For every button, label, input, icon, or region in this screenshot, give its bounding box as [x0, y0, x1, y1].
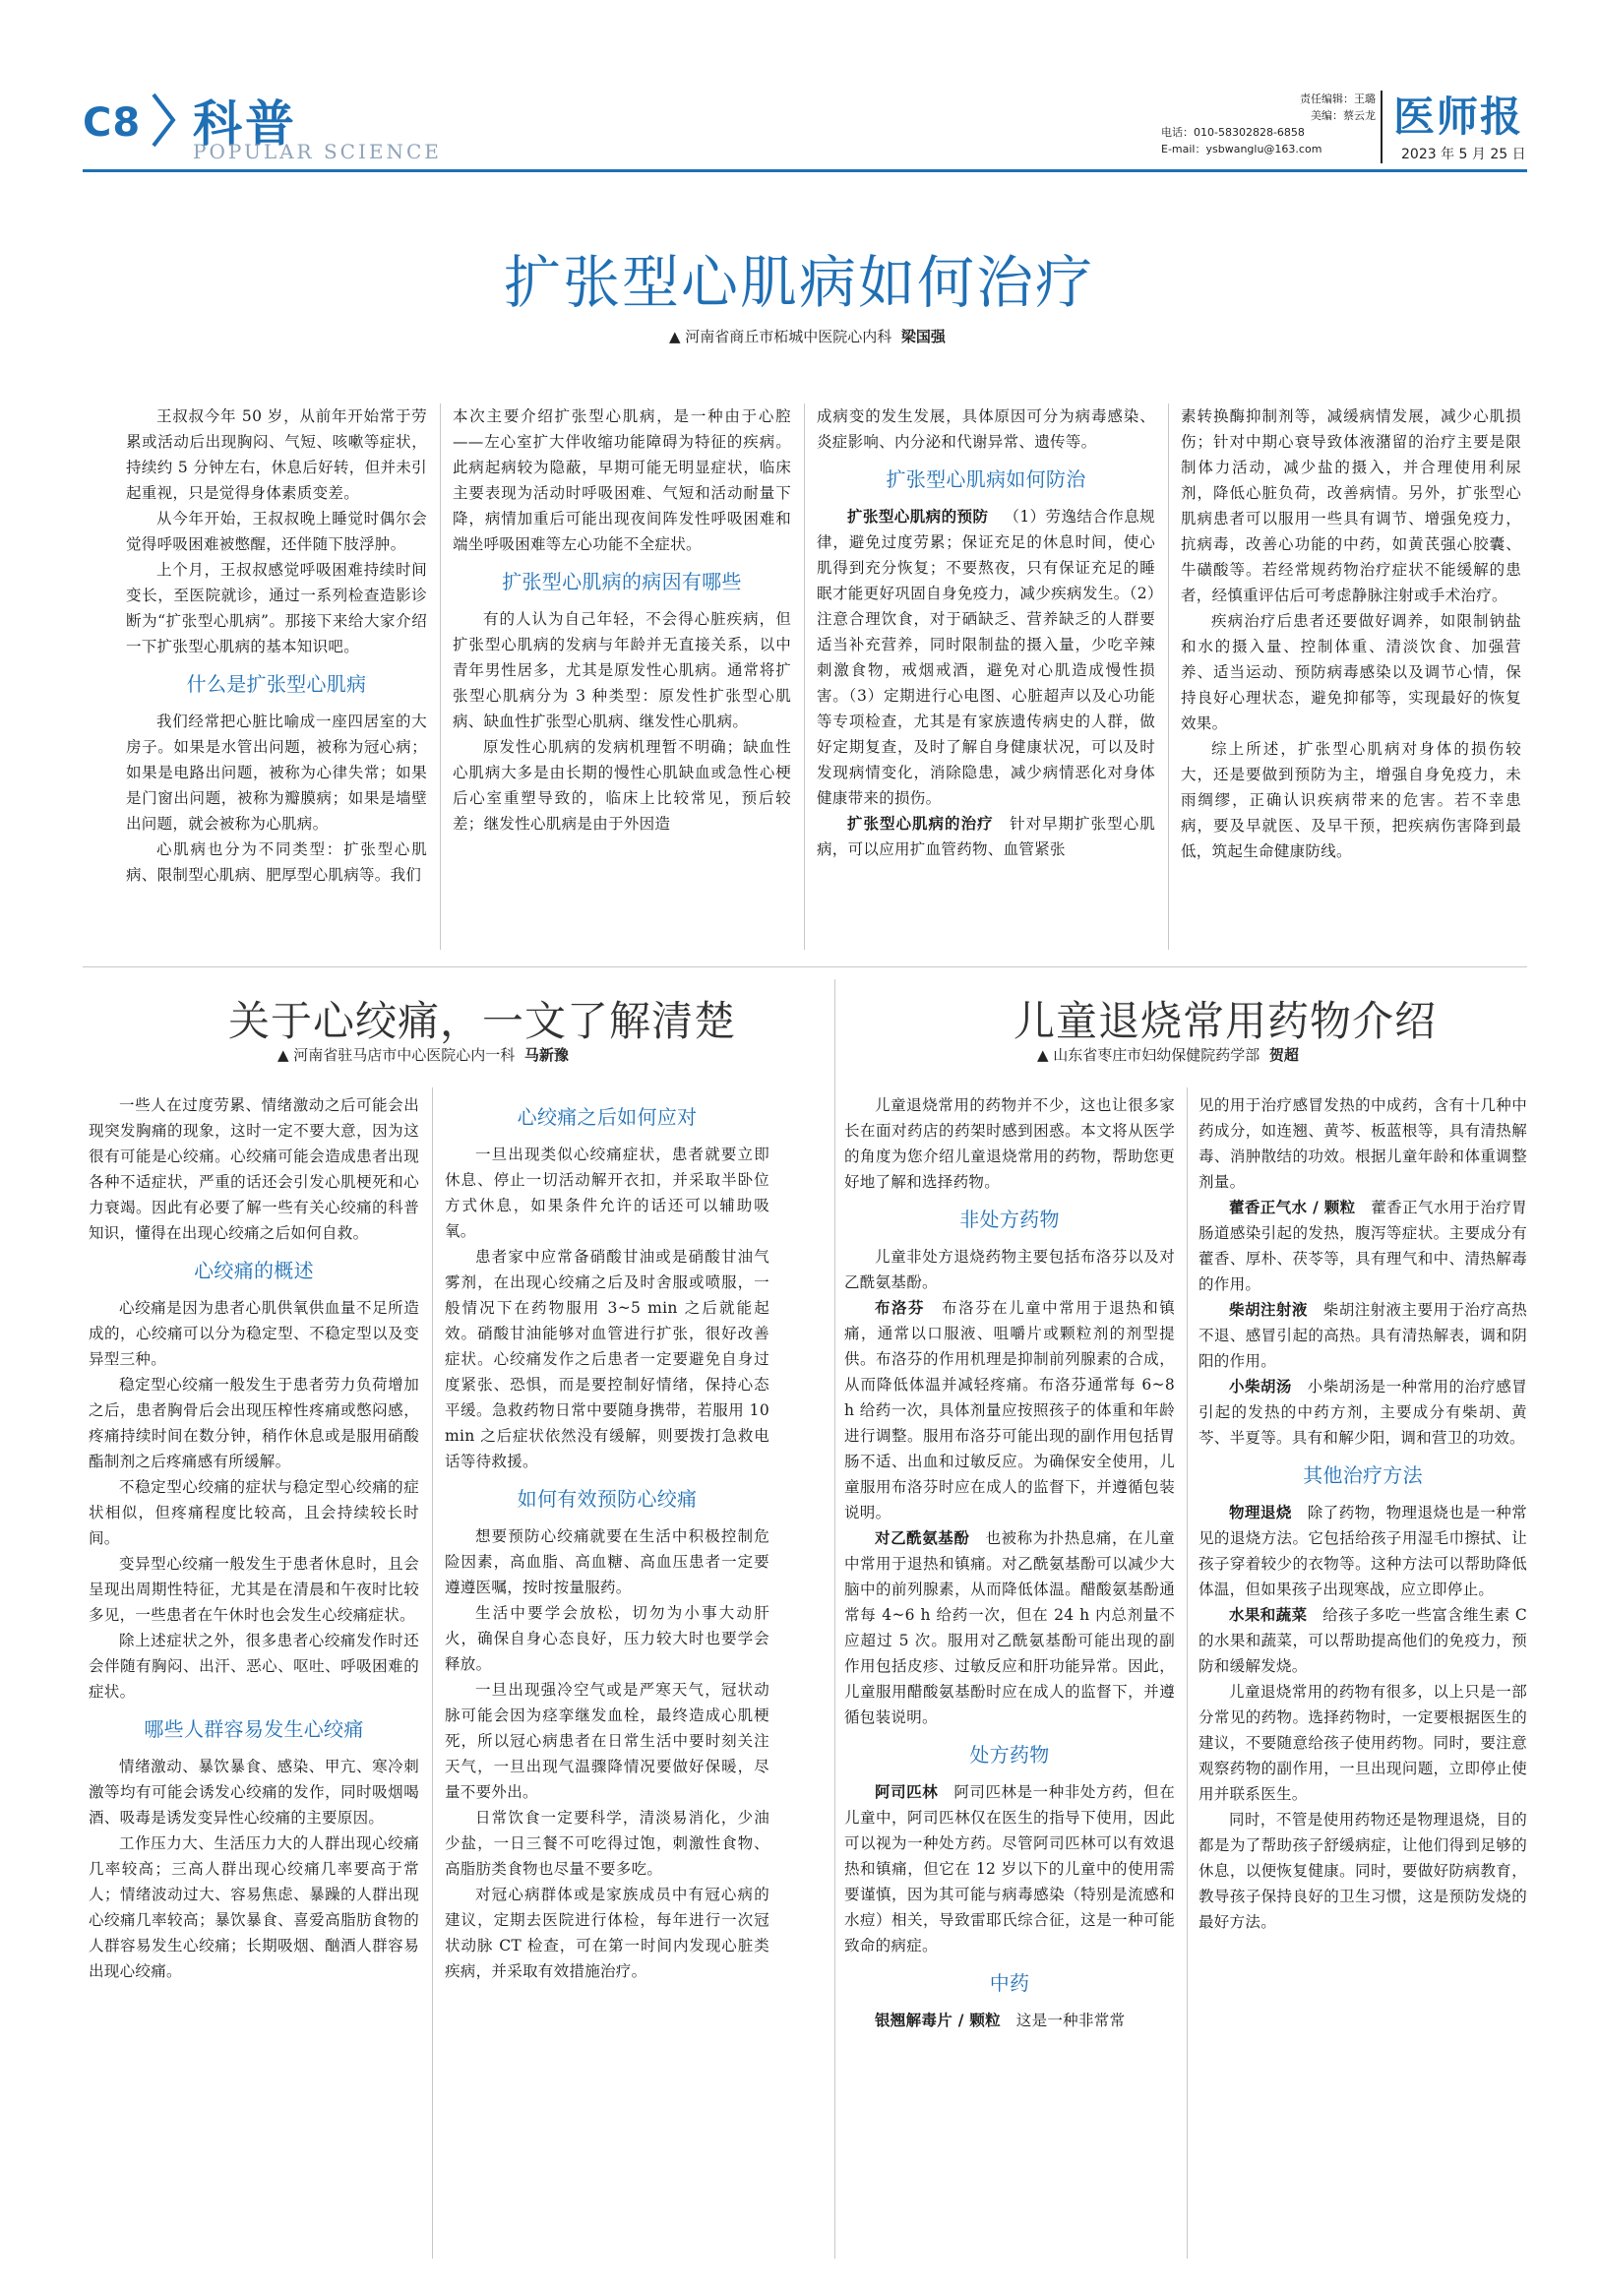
paragraph-lead: 对乙酰氨基酚	[875, 1528, 970, 1547]
article2-title: 关于心绞痛，一文了解清楚	[228, 997, 737, 1045]
column-divider	[440, 403, 441, 950]
paragraph: 见的用于治疗感冒发热的中成药，含有十几种中药成分，如连翘、黄芩、板蓝根等，具有清热解毒、消肿散结的功效。根据儿童年龄和体重调整剂量。	[1198, 1096, 1527, 1191]
section-name: 科普	[193, 95, 297, 153]
article3-byline	[1037, 1044, 1299, 1065]
column-divider	[432, 1087, 433, 2259]
paragraph: 疾病治疗后患者还要做好调养，如限制钠盐和水的摄入量、控制体重、清淡饮食、加强营养、适当运动、预防病毒感染以及调节心情，保持良好心理状态，避免抑郁等，实现最好的恢复效果。	[1181, 612, 1521, 732]
paragraph: 同时，不管是使用药物还是物理退烧，目的都是为了帮助孩子舒缓病症，让他们得到足够的休息，以便恢复健康。同时，要做好防病教育，教导孩子保持良好的卫生习惯，这是预防发烧的最好方法。	[1198, 1811, 1527, 1931]
byline-org: ▲ 山东省枣庄市妇幼保健院药学部	[1037, 1046, 1260, 1064]
byline-org: ▲ 河南省驻马店市中心医院心内一科	[277, 1046, 516, 1064]
paragraph: 本次主要介绍扩张型心肌病，是一种由于心腔——左心室扩大伴收缩功能障碍为特征的疾病。此病起病较为隐蔽，早期可能无明显症状，临床主要表现为活动时呼吸困难、气短和活动耐量下降，病情加重后可能出现夜间阵发性呼吸困难和端坐呼吸困难等左心功能不全症状。	[453, 407, 791, 553]
paragraph-text: 阿司匹林是一种非处方药，但在儿童中，阿司匹林仅在医生的指导下使用，因此可以视为一种处方药。尽管阿司匹林可以有效退热和镇痛，但它在 12 岁以下的儿童中的使用需要谨慎，因为其可能与病毒感染（特别是流感和水痘）相关，导致雷耶氏综合征，这是一种可能致命的病症。	[844, 1783, 1175, 1955]
paragraph-lead: 物理退烧	[1229, 1503, 1292, 1521]
article1-column-4	[1181, 403, 1521, 864]
paragraph	[817, 811, 1155, 862]
paragraph	[817, 504, 1155, 811]
page-number: C8	[83, 100, 142, 146]
editor: 责任编辑：王璐	[1300, 93, 1376, 105]
section-heading: 其他治疗方法	[1303, 1463, 1423, 1487]
paragraph	[1198, 1602, 1527, 1679]
paragraph: 一些人在过度劳累、情绪激动之后可能会出现突发胸痛的现象，这时一定不要大意，因为这很有可能是心绞痛。心绞痛可能会造成患者出现各种不适症状，严重的话还会引发心肌梗死和心力衰竭。因此有必要了解一些有关心绞痛的科普知识，懂得在出现心绞痛之后如何自救。	[89, 1096, 419, 1242]
byline-author: 马新豫	[523, 1046, 569, 1064]
paragraph: 儿童退烧常用的药物并不少，这也让很多家长在面对药店的药架时感到困惑。本文将从医学的角度为您介绍儿童退烧常用的药物，帮助您更好地了解和选择药物。	[844, 1096, 1175, 1191]
paragraph: 心绞痛是因为患者心肌供氧供血量不足所造成的，心绞痛可以分为稳定型、不稳定型以及变异型三种。	[89, 1299, 419, 1368]
paragraph: 素转换酶抑制剂等，减缓病情发展，减少心肌损伤；针对中期心衰导致体液潴留的治疗主要是限制体力活动，减少盐的摄入，并合理使用利尿剂，降低心脏负荷，改善病情。另外，扩张型心肌病患者可以服用一些具有调节、增强免疫力，抗病毒，改善心功能的中药，如黄芪强心胶囊、牛磺酸等。若经常规药物治疗症状不能缓解的患者，经慎重评估后可考虑静脉注射或手术治疗。	[1181, 407, 1521, 604]
section-heading: 扩张型心肌病如何防治	[886, 467, 1086, 491]
article1-column-1	[126, 403, 427, 888]
column-divider	[1168, 403, 1169, 950]
paragraph-text: 也被称为扑热息痛，在儿童中常用于退热和镇痛。对乙酰氨基酚可以减少大脑中的前列腺素，从而降低体温。醋酸氨基酚通常每 4~6 h 给药一次，但在 24 h 内总剂量不应超过 5 次。服用对乙酰氨基酚可能出现的副作用包括皮疹、过敏反应和肝功能异常。因此，儿童服用醋酸氨基酚时应在成人的监督下，并遵循包装说明。	[844, 1529, 1175, 1726]
phone: 电话：010-58302828-6858	[1161, 126, 1305, 139]
paragraph: 王叔叔今年 50 岁，从前年开始常于劳累或活动后出现胸闷、气短、咳嗽等症状，持续约 5 分钟左右，休息后好转，但并未引起重视，只是觉得身体素质变差。	[126, 407, 427, 502]
email: E-mail：ysbwanglu@163.com	[1161, 143, 1322, 155]
paragraph	[844, 1295, 1175, 1525]
paragraph: 不稳定型心绞痛的症状与稳定型心绞痛的症状相似，但疼痛程度比较高，且会持续较长时间。	[89, 1478, 419, 1547]
masthead-logo: 医师报	[1393, 93, 1524, 141]
paragraph: 稳定型心绞痛一般发生于患者劳力负荷增加之后，患者胸骨后会出现压榨性疼痛或憋闷感，疼痛持续时间在数分钟，稍作休息或是服用硝酸酯制剂之后疼痛感有所缓解。	[89, 1376, 419, 1470]
designer: 美编：蔡云龙	[1311, 109, 1376, 122]
byline-org: ▲ 河南省商丘市柘城中医院心内科	[669, 328, 892, 345]
paragraph: 综上所述，扩张型心肌病对身体的损伤较大，还是要做到预防为主，增强自身免疫力，未雨绸缪，正确认识疾病带来的危害。若不幸患病，要及早就医、及早干预，把疾病伤害降到最低，筑起生命健康防线。	[1181, 740, 1521, 860]
paragraph-lead: 藿香正气水 / 颗粒	[1229, 1198, 1356, 1216]
paragraph: 想要预防心绞痛就要在生活中积极控制危险因素，高血脂、高血糖、高血压患者一定要遵遵医嘱，按时按量服药。	[445, 1527, 769, 1596]
paragraph-lead: 布洛芬	[875, 1298, 926, 1317]
paragraph-text: 给孩子多吃一些富含维生素 C 的水果和蔬菜，可以帮助提高他们的免疫力，预防和缓解发烧。	[1198, 1606, 1527, 1675]
section-heading: 扩张型心肌病的病因有哪些	[502, 570, 742, 593]
article1-title: 扩张型心肌病如何治疗	[503, 249, 1094, 316]
section-heading: 什么是扩张型心肌病	[186, 672, 367, 696]
paragraph: 变异型心绞痛一般发生于患者休息时，且会呈现出周期性特征，尤其是在清晨和午夜时比较多见，一些患者在午休时也会发生心绞痛症状。	[89, 1555, 419, 1624]
editorial-info	[1161, 91, 1376, 157]
section-heading: 非处方药物	[959, 1208, 1060, 1231]
paragraph-text: （1）劳逸结合作息规律，避免过度劳累；保证充足的休息时间，使心肌得到充分恢复；不要熬夜，只有保证充足的睡眠才能更好巩固自身免疫力，减少疾病发生。（2）注意合理饮食，对于硒缺乏、营养缺乏的人群要适当补充营养，同时限制盐的摄入量，少吃辛辣刺激食物，戒烟戒酒，避免对心肌造成慢性损害。（3）定期进行心电图、心脏超声以及心功能等专项检查，尤其是有家族遗传病史的人群，做好定期复查，及时了解自身健康状况，可以及时发现病情变化，消除隐患，减少病情恶化对身体健康带来的损伤。	[817, 508, 1155, 807]
paragraph-text: 除了药物，物理退烧也是一种常见的退烧方法。它包括给孩子用湿毛巾擦拭、让孩子穿着较少的衣物等。这种方法可以帮助降低体温，但如果孩子出现寒战，应立即停止。	[1198, 1504, 1528, 1598]
paragraph: 成病变的发生发展，具体原因可分为病毒感染、炎症影响、内分泌和代谢异常、遗传等。	[817, 407, 1155, 451]
paragraph-lead: 扩张型心肌病的预防	[847, 507, 989, 526]
paragraph: 一旦出现类似心绞痛症状，患者就要立即休息、停止一切活动解开衣扣，并采取半卧位方式休息，如果条件允许的话还可以辅助吸氧。	[445, 1146, 769, 1240]
article1-column-2	[453, 403, 791, 837]
section-heading: 哪些人群容易发生心绞痛	[144, 1717, 364, 1741]
paragraph	[1198, 1500, 1527, 1602]
paragraph-text: 这是一种非常常	[1015, 2012, 1126, 2029]
paragraph-lead: 阿司匹林	[875, 1782, 939, 1801]
article2-byline	[277, 1044, 569, 1065]
article-divider	[83, 966, 1527, 967]
byline-author: 贺超	[1268, 1046, 1299, 1064]
paragraph: 有的人认为自己年轻，不会得心脏疾病，但扩张型心肌病的发病与年龄并无直接关系，以中青年男性居多，尤其是原发性心肌病。通常将扩张型心肌病分为 3 种类型：原发性扩张型心肌病、缺血性扩张型心肌病、继发性心肌病。	[453, 610, 791, 730]
section-english-name: POPULAR SCIENCE	[193, 140, 442, 163]
article2-column-1	[89, 1092, 419, 1984]
paragraph-text: 布洛芬在儿童中常用于退热和镇痛，通常以口服液、咀嚼片或颗粒剂的剂型提供。布洛芬的作用机理是抑制前列腺素的合成，从而降低体温并减轻疼痛。布洛芬通常每 6~8 h 给药一次，具体剂量应按照孩子的体重和年龄进行调整。服用布洛芬可能出现的副作用包括胃肠不适、出血和过敏反应。为确保安全使用，儿童服用布洛芬时应在成人的监督下，并遵循包装说明。	[844, 1299, 1176, 1521]
paragraph-lead: 水果和蔬菜	[1229, 1605, 1308, 1624]
article1-byline	[669, 326, 946, 346]
article3-column-1	[844, 1092, 1175, 2033]
paragraph-lead: 扩张型心肌病的治疗	[847, 814, 994, 833]
section-heading: 如何有效预防心绞痛	[517, 1487, 698, 1511]
paragraph: 儿童退烧常用的药物有很多，以上只是一部分常见的药物。选择药物时，一定要根据医生的建议，不要随意给孩子使用药物。同时，要注意观察药物的副作用，一旦出现问题，立即停止使用并联系医生。	[1198, 1683, 1527, 1803]
paragraph: 对冠心病群体或是家族成员中有冠心病的建议，定期去医院进行体检，每年进行一次冠状动脉 CT 检查，可在第一时间内发现心脏类疾病，并采取有效措施治疗。	[445, 1886, 769, 1980]
paragraph: 除上述症状之外，很多患者心绞痛发作时还会伴随有胸闷、出汗、恶心、呕吐、呼吸困难的症状。	[89, 1632, 419, 1701]
paragraph	[844, 1525, 1175, 1730]
column-divider	[804, 403, 805, 950]
section-heading: 心绞痛的概述	[194, 1259, 314, 1282]
article3-column-2	[1198, 1092, 1527, 1935]
paragraph-lead: 小柴胡汤	[1229, 1377, 1292, 1396]
issue-date: 2023 年 5 月 25 日	[1401, 147, 1526, 162]
paragraph: 生活中要学会放松，切勿为小事大动肝火，确保自身心态良好，压力较大时也要学会释放。	[445, 1604, 769, 1673]
byline-author: 梁国强	[900, 328, 946, 345]
article1-column-3	[817, 403, 1155, 862]
paragraph: 上个月，王叔叔感觉呼吸困难持续时间变长，至医院就诊，通过一系列检查造影诊断为“扩张型心肌病”。那接下来给大家介绍一下扩张型心肌病的基本知识吧。	[126, 561, 427, 655]
paragraph: 一旦出现强冷空气或是严寒天气，冠状动脉可能会因为痉挛继发血栓，最终造成心肌梗死，所以冠心病患者在日常生活中要时刻关注天气，一旦出现气温骤降情况要做好保暖，尽量不要外出。	[445, 1681, 769, 1801]
paragraph-lead: 柴胡注射液	[1229, 1300, 1308, 1319]
paragraph: 从今年开始，王叔叔晚上睡觉时偶尔会觉得呼吸困难被憋醒，还伴随下肢浮肿。	[126, 510, 427, 553]
paragraph	[1198, 1297, 1527, 1374]
paragraph	[844, 2008, 1175, 2033]
paragraph	[1198, 1374, 1527, 1451]
article2-column-2	[445, 1092, 769, 1984]
paragraph-text: 柴胡注射液主要用于治疗高热不退、感冒引起的高热。具有清热解表，调和阴阳的作用。	[1198, 1301, 1527, 1370]
paragraph: 儿童非处方退烧药物主要包括布洛芬以及对乙酰氨基酚。	[844, 1248, 1175, 1291]
paragraph-text: 藿香正气水用于治疗胃肠道感染引起的发热，腹泻等症状。主要成分有藿香、厚朴、茯苓等，具有理气和中、清热解毒的作用。	[1198, 1199, 1527, 1293]
paragraph-text: 针对早期扩张型心肌病，可以应用扩血管药物、血管紧张	[817, 815, 1155, 858]
section-heading: 心绞痛之后如何应对	[517, 1105, 698, 1129]
paragraph: 心肌病也分为不同类型：扩张型心肌病、限制型心肌病、肥厚型心肌病等。我们	[126, 840, 427, 884]
paragraph: 工作压力大、生活压力大的人群出现心绞痛几率较高；三高人群出现心绞痛几率要高于常人；情绪波动过大、容易焦虑、暴躁的人群出现心绞痛几率较高；暴饮暴食、喜爱高脂肪食物的人群容易发生心绞痛；长期吸烟、酗酒人群容易出现心绞痛。	[89, 1834, 419, 1980]
paragraph-lead: 银翘解毒片 / 颗粒	[875, 2011, 1001, 2029]
column-divider	[1187, 1087, 1188, 2259]
paragraph: 情绪激动、暴饮暴食、感染、甲亢、寒冷刺激等均有可能会诱发心绞痛的发作，同时吸烟喝酒、吸毒是诱发变异性心绞痛的主要原因。	[89, 1758, 419, 1827]
header-rule	[83, 169, 1527, 172]
article3-title: 儿童退烧常用药物介绍	[1014, 997, 1438, 1045]
paragraph: 我们经常把心脏比喻成一座四居室的大房子。如果是水管出问题，被称为冠心病；如果是电路出问题，被称为心律失常；如果是门窗出问题，被称为瓣膜病；如果是墙壁出问题，就会被称为心肌病。	[126, 713, 427, 833]
article-divider-vertical	[834, 979, 835, 2259]
section-heading: 中药	[989, 1971, 1030, 1995]
paragraph-text: 小柴胡汤是一种常用的治疗感冒引起的发热的中药方剂，主要成分有柴胡、黄芩、半夏等。具有和解少阳，调和营卫的功效。	[1198, 1378, 1528, 1447]
paragraph: 原发性心肌病的发病机理暂不明确；缺血性心肌病大多是由长期的慢性心肌缺血或急性心梗后心室重塑导致的，临床上比较常见，预后较差；继发性心肌病是由于外因造	[453, 738, 791, 833]
paragraph	[1198, 1195, 1527, 1297]
paragraph: 患者家中应常备硝酸甘油或是硝酸甘油气雾剂，在出现心绞痛之后及时舍服或喷服，一般情况下在药物服用 3~5 min 之后就能起效。硝酸甘油能够对血管进行扩张，很好改善症状。心绞痛发作之后患者一定要避免自身过度紧张、恐惧，而是要控制好情绪，保持心态平缓。急救药物日常中要随身携带，若服用 10 min 之后症状依然没有缓解，则要拨打急救电话等待救援。	[445, 1248, 769, 1470]
paragraph: 日常饮食一定要科学，清淡易消化，少油少盐，一日三餐不可吃得过饱，刺激性食物、高脂肪类食物也尽量不要多吃。	[445, 1809, 769, 1878]
section-heading: 处方药物	[969, 1743, 1050, 1767]
header-divider	[1381, 91, 1383, 163]
paragraph	[844, 1779, 1175, 1958]
chevron-right-icon	[150, 91, 179, 150]
